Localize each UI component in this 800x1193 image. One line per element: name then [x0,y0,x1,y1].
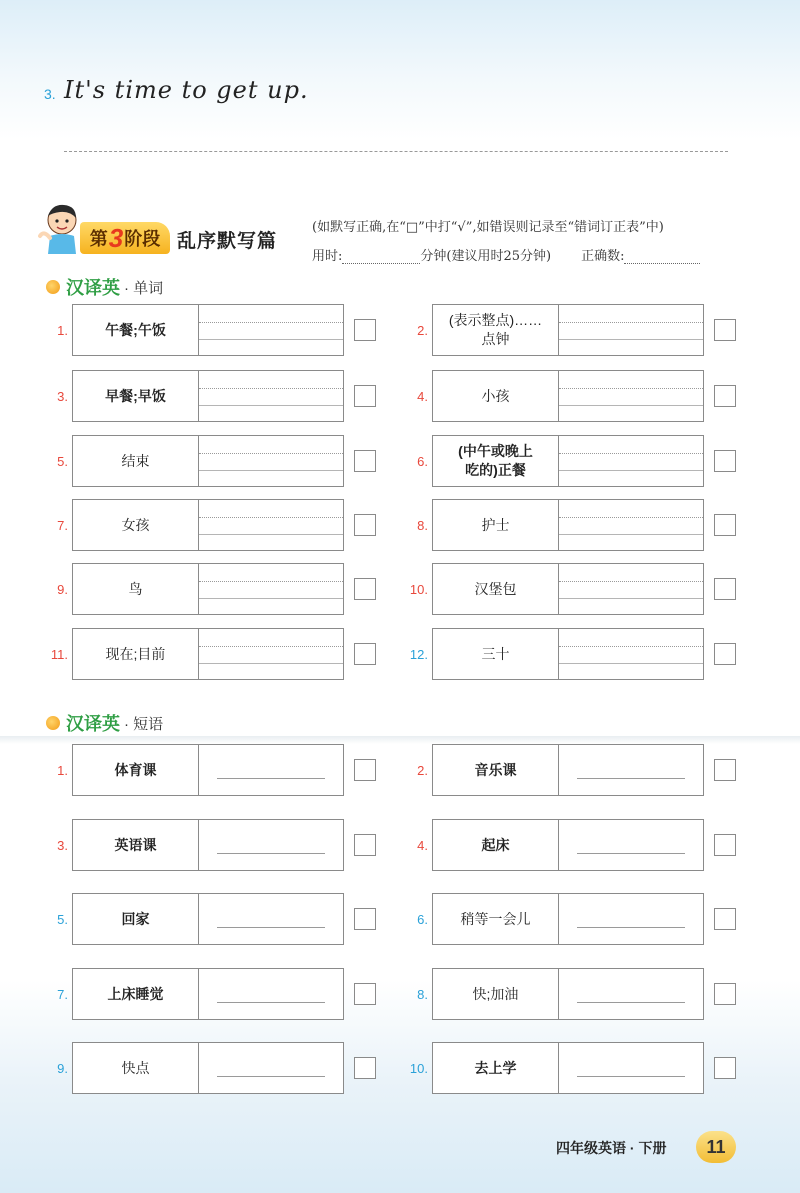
answer-guide-line [559,581,703,582]
item-number: 5. [57,453,68,469]
item-number: 3. [57,837,68,853]
answer-field[interactable] [199,969,343,1019]
answer-field[interactable] [199,820,343,870]
stage-title: 乱序默写篇 [177,231,278,252]
chinese-prompt: 英语课 [73,820,199,870]
chinese-prompt: 汉堡包 [433,564,559,614]
book-title: 四年级英语 · 下册 [556,1140,667,1156]
answer-base-line [559,405,703,406]
writing-line[interactable] [64,151,728,152]
check-box[interactable] [354,834,376,856]
item-box [432,563,704,615]
exercise-item [406,968,786,1020]
item-box [432,893,704,945]
chinese-prompt: (中午或晚上 吃的)正餐 [433,436,559,486]
bullet-icon [46,716,60,730]
answer-line [217,853,325,854]
item-number: 1. [57,322,68,338]
chinese-prompt: 护士 [433,500,559,550]
answer-line [217,1076,325,1077]
check-box[interactable] [354,450,376,472]
item-box [72,628,344,680]
bullet-icon [46,280,60,294]
section-subtitle: · 短语 [124,715,164,733]
answer-line [217,778,325,779]
chinese-prompt: 现在;目前 [73,629,199,679]
exercise-item [46,628,426,680]
answer-field[interactable] [559,564,703,614]
item-number: 9. [57,1060,68,1076]
answer-guide-line [199,388,343,389]
answer-guide-line [559,646,703,647]
chinese-prompt: 早餐;早饭 [73,371,199,421]
answer-base-line [559,598,703,599]
correct-count-label: 正确数: [581,249,625,264]
exercise-item [46,893,426,945]
answer-field[interactable] [559,500,703,550]
item-box [432,968,704,1020]
answer-guide-line [199,517,343,518]
answer-line [577,1002,685,1003]
answer-guide-line [199,646,343,647]
answer-base-line [559,663,703,664]
item-number: 1. [57,762,68,778]
answer-field[interactable] [559,894,703,944]
item-box [72,1042,344,1094]
item-box [72,744,344,796]
correct-count-blank[interactable] [624,250,700,264]
chinese-prompt: 午餐;午饭 [73,305,199,355]
check-box[interactable] [714,319,736,341]
check-box[interactable] [354,643,376,665]
exercise-item [46,968,426,1020]
item-box [72,435,344,487]
answer-base-line [559,470,703,471]
answer-guide-line [559,388,703,389]
answer-line [577,853,685,854]
exercise-item [406,435,786,487]
sentence-number: 3. [44,86,56,102]
answer-line [577,778,685,779]
item-box [432,1042,704,1094]
stage-badge [80,222,170,254]
chinese-prompt: 回家 [73,894,199,944]
item-box [432,435,704,487]
stage-badge-number: 3 [108,222,124,253]
chinese-prompt: 起床 [433,820,559,870]
chinese-prompt: 快点 [73,1043,199,1093]
section-head-words [46,274,163,300]
exercise-item [406,563,786,615]
time-unit: 分钟(建议用时25分钟) [420,249,552,264]
check-box[interactable] [714,450,736,472]
check-box[interactable] [714,578,736,600]
exercise-item [46,1042,426,1094]
check-box[interactable] [354,385,376,407]
answer-field[interactable] [199,371,343,421]
chinese-prompt: 去上学 [433,1043,559,1093]
answer-field[interactable] [199,629,343,679]
chinese-prompt: 鸟 [73,564,199,614]
check-box[interactable] [354,983,376,1005]
section-divider [0,736,800,744]
answer-guide-line [559,322,703,323]
item-number: 9. [57,581,68,597]
answer-base-line [199,598,343,599]
stage-badge-suffix: 阶段 [124,229,161,249]
exercise-item [46,819,426,871]
answer-line [217,927,325,928]
chinese-prompt: 稍等一会儿 [433,894,559,944]
answer-base-line [199,534,343,535]
item-box [72,563,344,615]
check-box[interactable] [354,908,376,930]
exercise-item [406,628,786,680]
answer-field[interactable] [559,305,703,355]
chinese-prompt: (表示整点)…… 点钟 [433,305,559,355]
section-head-phrases [46,710,163,736]
exercise-item [46,435,426,487]
section-title: 汉译英 [66,278,120,298]
answer-field[interactable] [199,305,343,355]
exercise-item [46,744,426,796]
chinese-prompt: 女孩 [73,500,199,550]
instruction-text: (如默写正确,在“□”中打“√”,如错误则记录至“错词订正表”中) [312,220,664,235]
item-box [432,370,704,422]
check-box[interactable] [354,514,376,536]
check-box[interactable] [714,759,736,781]
answer-field[interactable] [199,564,343,614]
exercise-item [406,499,786,551]
time-row [312,245,700,264]
chinese-prompt: 体育课 [73,745,199,795]
item-number: 11. [50,646,68,662]
item-box [432,819,704,871]
exercise-item [46,370,426,422]
exercise-item [46,304,426,356]
check-box[interactable] [354,759,376,781]
item-box [72,499,344,551]
item-box [72,819,344,871]
time-label: 用时: [312,249,343,264]
item-number: 10. [409,1060,428,1076]
item-box [432,744,704,796]
answer-field[interactable] [559,969,703,1019]
item-number: 6. [417,453,428,469]
check-box[interactable] [714,834,736,856]
answer-line [577,927,685,928]
check-box[interactable] [714,643,736,665]
item-number: 10. [409,581,428,597]
chinese-prompt: 小孩 [433,371,559,421]
item-number: 8. [417,986,428,1002]
answer-base-line [199,663,343,664]
answer-base-line [199,339,343,340]
exercise-item [46,499,426,551]
chinese-prompt: 结束 [73,436,199,486]
answer-field[interactable] [199,436,343,486]
item-number: 7. [57,986,68,1002]
exercise-item [406,1042,786,1094]
chinese-prompt: 音乐课 [433,745,559,795]
item-number: 5. [57,911,68,927]
item-box [432,499,704,551]
answer-field[interactable] [199,894,343,944]
chinese-prompt: 三十 [433,629,559,679]
check-box[interactable] [714,908,736,930]
item-number: 2. [417,762,428,778]
item-box [72,304,344,356]
answer-base-line [199,470,343,471]
answer-field[interactable] [559,745,703,795]
answer-field[interactable] [199,500,343,550]
item-box [72,968,344,1020]
model-sentence: It's time to get up. [64,76,309,104]
answer-line [577,1076,685,1077]
boy-mascot-icon [38,202,82,254]
answer-field[interactable] [199,1043,343,1093]
item-box [432,628,704,680]
check-box[interactable] [354,1057,376,1079]
exercise-item [406,744,786,796]
chinese-prompt: 快;加油 [433,969,559,1019]
answer-guide-line [199,581,343,582]
answer-base-line [559,534,703,535]
time-blank[interactable] [342,250,420,264]
check-box[interactable] [714,983,736,1005]
answer-base-line [199,405,343,406]
answer-field[interactable] [559,1043,703,1093]
check-box[interactable] [354,578,376,600]
item-number: 8. [417,517,428,533]
check-box[interactable] [714,385,736,407]
item-box [72,893,344,945]
item-number: 3. [57,388,68,404]
answer-field[interactable] [199,745,343,795]
item-box [72,370,344,422]
exercise-item [406,370,786,422]
answer-guide-line [199,322,343,323]
item-number: 6. [417,911,428,927]
check-box[interactable] [714,514,736,536]
page-number: 11 [696,1131,736,1163]
check-box[interactable] [714,1057,736,1079]
item-number: 4. [417,388,428,404]
item-number: 7. [57,517,68,533]
stage-badge-prefix: 第 [89,229,108,249]
section-title: 汉译英 [66,714,120,734]
item-number: 12. [409,646,428,662]
answer-base-line [559,339,703,340]
answer-field[interactable] [559,371,703,421]
exercise-item [406,304,786,356]
item-number: 2. [417,322,428,338]
answer-guide-line [199,453,343,454]
answer-field[interactable] [559,629,703,679]
answer-field[interactable] [559,820,703,870]
answer-line [217,1002,325,1003]
chinese-prompt: 上床睡觉 [73,969,199,1019]
item-number: 4. [417,837,428,853]
item-box [432,304,704,356]
exercise-item [406,819,786,871]
answer-field[interactable] [559,436,703,486]
exercise-item [46,563,426,615]
exercise-item [406,893,786,945]
answer-guide-line [559,517,703,518]
section-subtitle: · 单词 [124,279,164,297]
check-box[interactable] [354,319,376,341]
answer-guide-line [559,453,703,454]
